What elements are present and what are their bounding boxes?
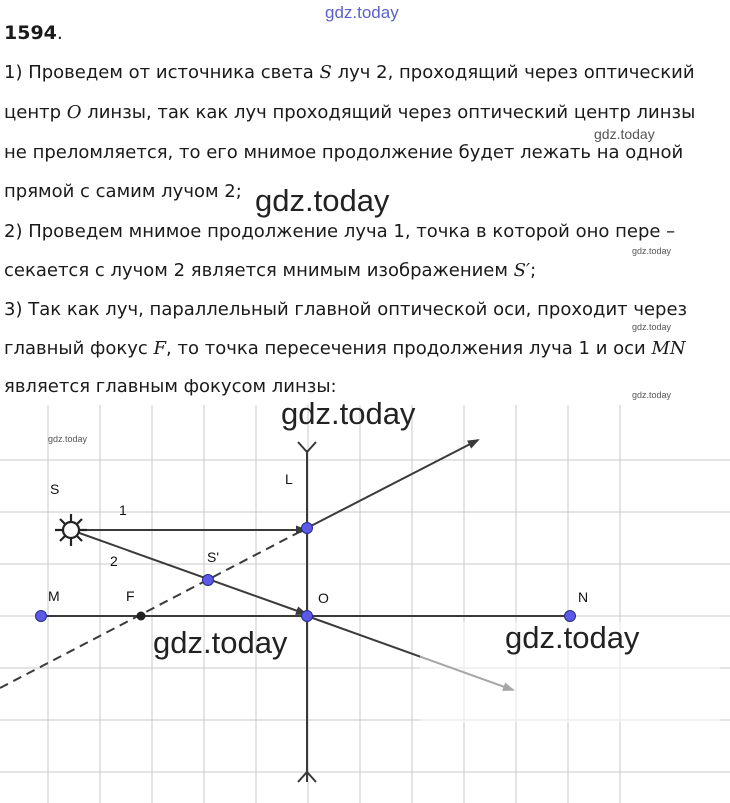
label-f: F [126, 588, 135, 604]
label-m: M [48, 588, 60, 604]
text-line-7: 3) Так как луч, параллельный главной оптической оси, проходит через [4, 299, 688, 320]
problem-number: 1594. [4, 22, 63, 44]
point-f [137, 612, 146, 621]
point-o [302, 611, 313, 622]
watermark-6: gdz.today [632, 390, 672, 400]
watermark-7: gdz.today [48, 434, 88, 444]
text-line-9: является главным фокусом линзы: [4, 376, 337, 397]
watermark-8: gdz.today [153, 625, 288, 660]
watermark-top: gdz.today [325, 3, 399, 22]
ray-2-incident [71, 530, 306, 614]
text-line-3: не преломляется, то его мнимое продолжение будет лежать на одной [4, 142, 684, 163]
label-l: L [285, 471, 293, 487]
watermark-1: gdz.today [281, 396, 416, 431]
watermark-4: gdz.today [632, 246, 672, 256]
point-m [36, 611, 47, 622]
watermark-9: gdz.today [505, 620, 640, 655]
label-s-prime: S' [207, 549, 220, 565]
watermark-3: gdz.today [255, 183, 390, 218]
point-s-prime [203, 575, 214, 586]
label-s: S [50, 481, 60, 497]
text-line-4: прямой с самим лучом 2; [4, 181, 242, 202]
text-line-6: секается с лучом 2 является мнимым изображением S′; [4, 260, 537, 281]
lens-diagram [0, 405, 730, 803]
watermark-2: gdz.today [594, 126, 655, 142]
text-line-1: 1) Проведем от источника света S луч 2, проходящий через оптический [4, 62, 695, 83]
text-line-8: главный фокус F, то точка пересечения продолжения луча 1 и оси MN [4, 338, 686, 359]
light-source-icon [55, 514, 87, 546]
text-line-2: центр O линзы, так как луч проходящий через оптический центр линзы [4, 102, 696, 123]
label-o: O [318, 590, 329, 606]
text-line-5: 2) Проведем мнимое продолжение луча 1, точка в которой оно пере – [4, 221, 676, 242]
virtual-extension-dashed [0, 528, 307, 688]
watermark-5: gdz.today [632, 322, 672, 332]
label-ray-1: 1 [119, 502, 127, 518]
grid [0, 405, 730, 803]
point-lens-top [302, 523, 313, 534]
ray-1-refracted [307, 440, 478, 528]
label-ray-2: 2 [110, 553, 118, 569]
label-n: N [578, 589, 589, 605]
